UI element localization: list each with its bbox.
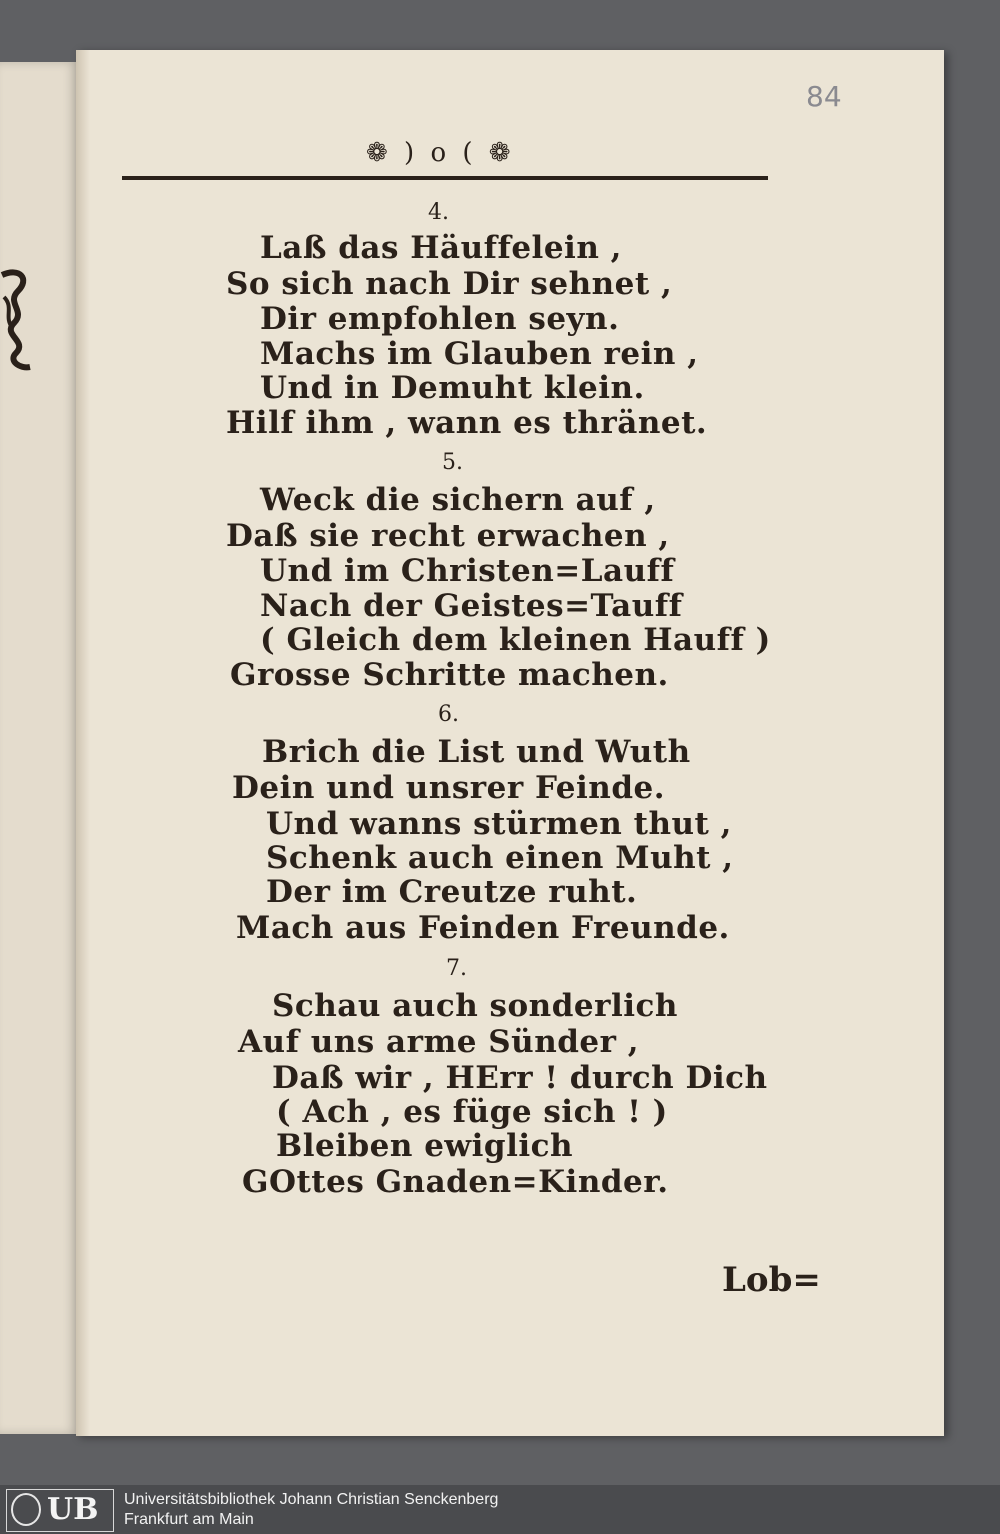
verse-line: Und in Demuht klein. (260, 370, 645, 406)
left-page-ornament (0, 267, 34, 372)
verse-line: ( Ach , es füge sich ! ) (276, 1094, 668, 1130)
seal-icon (11, 1493, 41, 1526)
verse-line: Weck die sichern auf , (260, 482, 656, 518)
verse-line: Dein und unsrer Feinde. (232, 770, 666, 806)
verse-line: GOttes Gnaden=Kinder. (242, 1164, 669, 1200)
verse-line: Dir empfohlen seyn. (260, 301, 620, 337)
left-page-edge (0, 62, 78, 1434)
folio-number: 84 (806, 80, 842, 113)
verse-line: Und im Christen=Lauff (260, 553, 675, 589)
verse-line: So sich nach Dir sehnet , (226, 266, 673, 302)
stanza-number: 5. (442, 450, 463, 475)
institution-name: Universitätsbibliothek Johann Christian Senckenberg (124, 1491, 499, 1508)
verse-line: Grosse Schritte machen. (230, 657, 669, 693)
stanza-number: 4. (428, 200, 449, 225)
verse-line: Auf uns arme Sünder , (238, 1024, 640, 1060)
verse-line: ( Gleich dem kleinen Hauff ) (260, 622, 771, 658)
book-page (76, 50, 944, 1436)
verse-line: Laß das Häuffelein , (260, 230, 622, 266)
verse-line: Schau auch sonderlich (272, 988, 678, 1024)
stanza-number: 6. (438, 702, 459, 727)
verse-line: Bleiben ewiglich (276, 1128, 574, 1164)
logo-text: UB (47, 1492, 99, 1527)
verse-line: Schenk auch einen Muht , (266, 840, 734, 876)
institution-location: Frankfurt am Main (124, 1511, 254, 1528)
verse-line: Machs im Glauben rein , (260, 336, 699, 372)
verse-line: Mach aus Feinden Freunde. (236, 910, 730, 946)
catchword: Lob= (722, 1260, 821, 1300)
verse-line: Brich die List und Wuth (262, 734, 691, 770)
library-logo (6, 1489, 114, 1532)
verse-line: Der im Creutze ruht. (266, 874, 638, 910)
header-rule (122, 176, 768, 180)
verse-line: Daß sie recht erwachen , (226, 518, 670, 554)
verse-line: Hilf ihm , wann es thränet. (226, 405, 708, 441)
header-ornament: ❁ ) o ( ❁ (366, 138, 515, 168)
verse-line: Und wanns stürmen thut , (266, 806, 732, 842)
verse-line: Daß wir , HErr ! durch Dich (272, 1060, 768, 1096)
library-footer (0, 1485, 1000, 1534)
verse-line: Nach der Geistes=Tauff (260, 588, 683, 624)
stanza-number: 7. (446, 956, 467, 981)
